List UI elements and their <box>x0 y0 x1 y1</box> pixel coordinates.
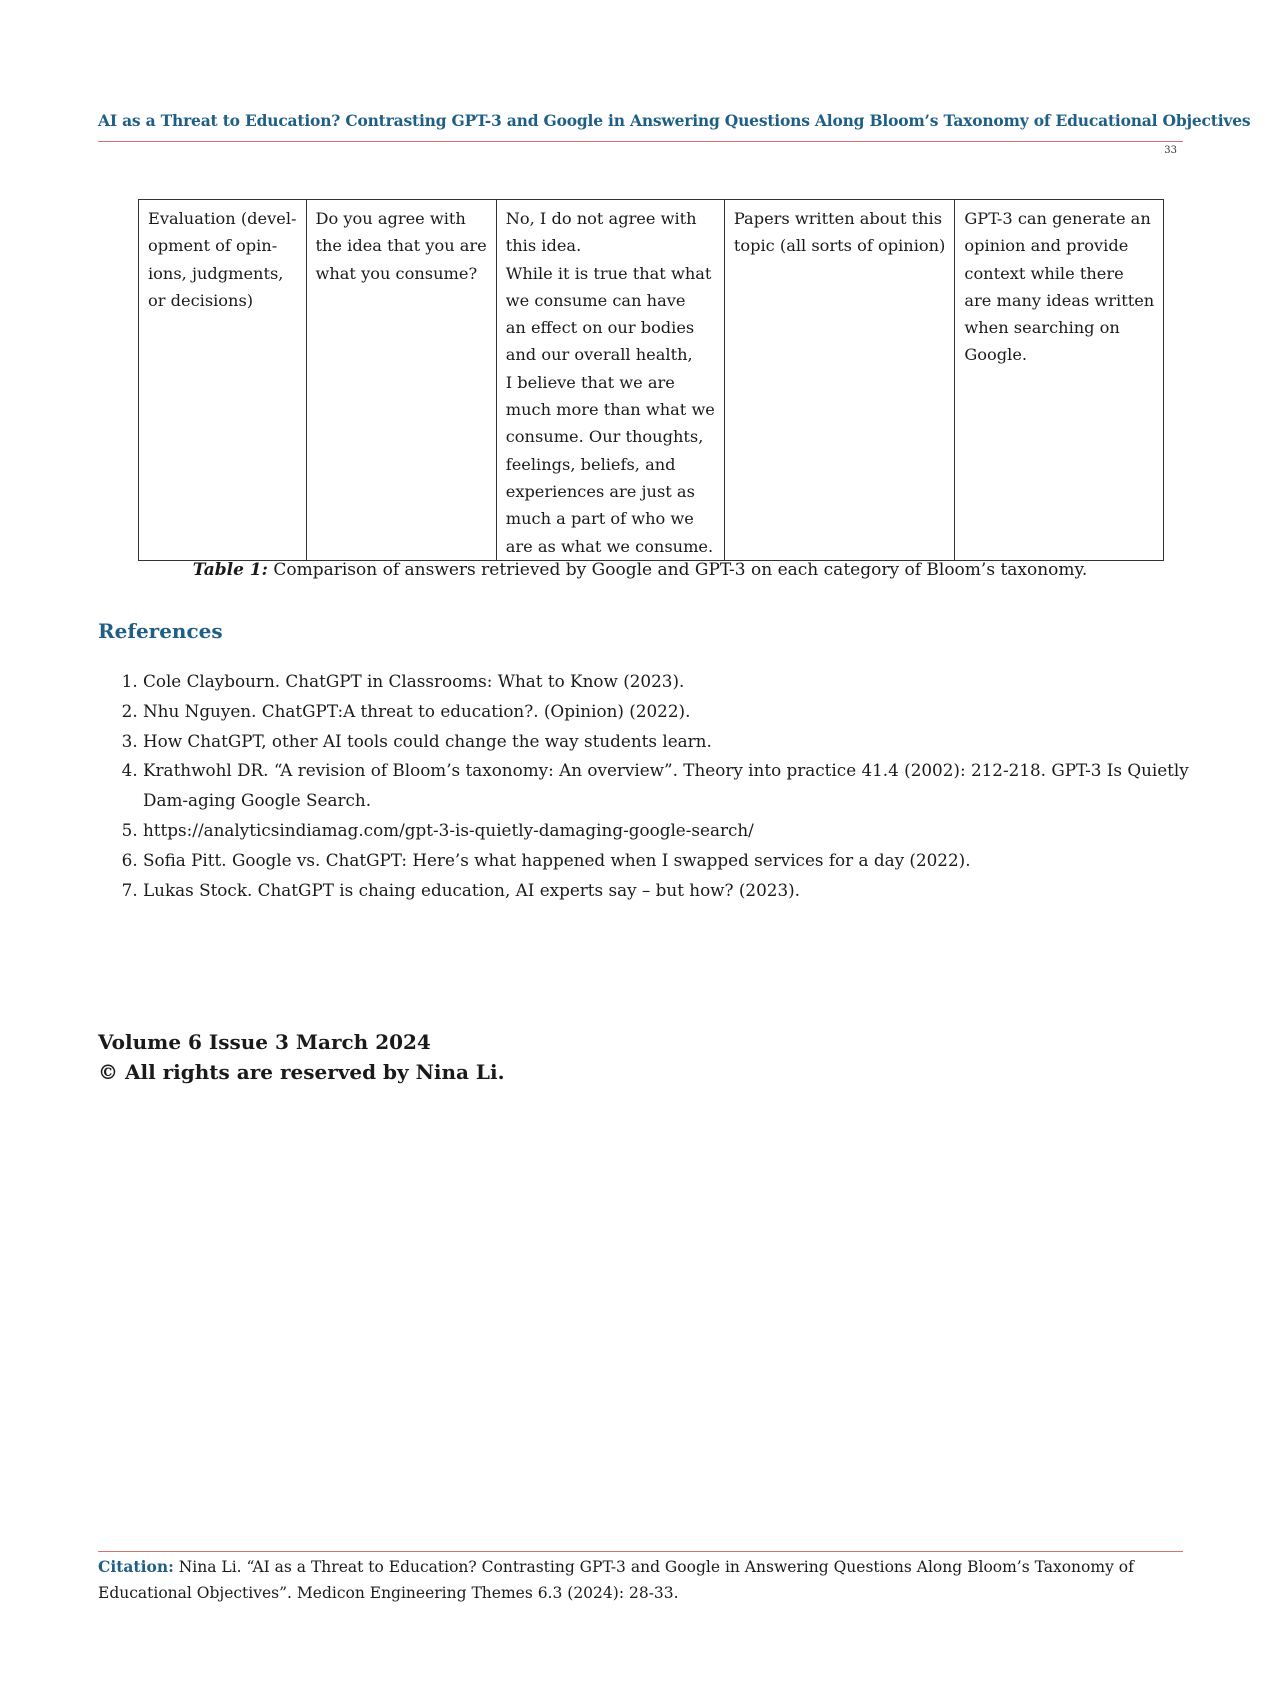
page-number: 33 <box>1164 145 1177 156</box>
cell-line: this idea. <box>505 236 582 256</box>
reference-item: 1. Cole Claybourn. ChatGPT in Classrooms: What to Know (2023). <box>143 667 1231 697</box>
table-caption-text: Comparison of answers retrieved by Google and GPT-3 on each category of Bloom’s taxonomy. <box>267 560 1088 580</box>
table-caption <box>0 560 1280 580</box>
reference-item: 3. How ChatGPT, other AI tools could change the way students learn. <box>143 727 1231 757</box>
cell-line: Do you agree with <box>315 209 466 228</box>
volume-block <box>98 1027 505 1087</box>
table-row <box>139 200 1164 561</box>
cell-line: an effect on our bodies <box>505 318 695 338</box>
cell-line: While it is true that what <box>505 263 712 283</box>
cell-line: the idea that you are <box>315 236 487 256</box>
citation-text: Nina Li. “AI as a Threat to Education? Contrasting GPT-3 and Google in Answering Questions Along Bloom’s Taxonomy of Educational Objectives”. Medicon Engineering Themes 6.3 (2024): 28-33. <box>98 1558 1134 1602</box>
comparison-cell <box>955 200 1164 561</box>
cell-line: are as what we consume. <box>505 536 714 556</box>
citation <box>98 1554 1183 1606</box>
reference-item: 5. https://analyticsindiamag.com/gpt-3-is-quietly-damaging-google-search/ <box>143 816 1231 846</box>
reference-item: 4. Krathwohl DR. “A revision of Bloom’s taxonomy: An overview”. Theory into practice 41.4 (2002): 212-218. GPT-3 Is Quietly Dam-aging Google Search. <box>143 756 1231 816</box>
cell-line: Google. <box>964 345 1028 365</box>
gpt3-answer-cell <box>496 200 724 561</box>
cell-line: when searching on <box>964 318 1120 338</box>
reference-item: 7. Lukas Stock. ChatGPT is chaing education, AI experts say – but how? (2023). <box>143 876 1231 906</box>
cell-line: I believe that we are <box>505 372 675 392</box>
question-cell <box>306 200 496 561</box>
cell-line: what you consume? <box>315 263 478 283</box>
reference-item: 2. Nhu Nguyen. ChatGPT:A threat to education?. (Opinion) (2022). <box>143 697 1231 727</box>
cell-line: or decisions) <box>148 290 254 310</box>
header-divider <box>98 141 1183 142</box>
cell-line: much a part of who we <box>505 509 694 529</box>
cell-line: GPT-3 can generate an <box>964 209 1151 228</box>
cell-line: experiences are just as <box>505 481 695 501</box>
cell-line: topic (all sorts of opinion) <box>733 236 946 256</box>
cell-line: consume. Our thoughts, <box>505 427 704 447</box>
cell-line: opment of opin- <box>148 236 278 256</box>
cell-line: Papers written about this <box>733 209 943 228</box>
cell-line: are many ideas written <box>964 290 1155 310</box>
cell-line: No, I do not agree with <box>505 209 697 228</box>
citation-label: Citation: <box>98 1557 174 1576</box>
copyright-notice: © All rights are reserved by Nina Li. <box>98 1060 505 1084</box>
cell-line: context while there <box>964 263 1124 283</box>
running-header: AI as a Threat to Education? Contrasting GPT-3 and Google in Answering Questions Along Bloom’s Taxonomy of Educational Objectives <box>98 111 1251 130</box>
references-heading: References <box>98 619 223 643</box>
cell-line: we consume can have <box>505 290 686 310</box>
cell-line: opinion and provide <box>964 236 1129 256</box>
cell-line: much more than what we <box>505 400 715 420</box>
category-cell <box>139 200 307 561</box>
cell-line: ions, judgments, <box>148 263 284 283</box>
cell-line: Evaluation (devel- <box>148 209 297 228</box>
footer-divider <box>98 1551 1183 1552</box>
cell-line: feelings, beliefs, and <box>505 454 676 474</box>
comparison-table <box>138 199 1164 561</box>
references-list <box>98 667 1231 905</box>
cell-line: and our overall health, <box>505 345 693 365</box>
google-answer-cell <box>724 200 954 561</box>
reference-item: 6. Sofia Pitt. Google vs. ChatGPT: Here’s what happened when I swapped services for a day (2022). <box>143 846 1231 876</box>
volume-issue: Volume 6 Issue 3 March 2024 <box>98 1030 431 1054</box>
table-caption-label: Table 1: <box>192 560 268 580</box>
